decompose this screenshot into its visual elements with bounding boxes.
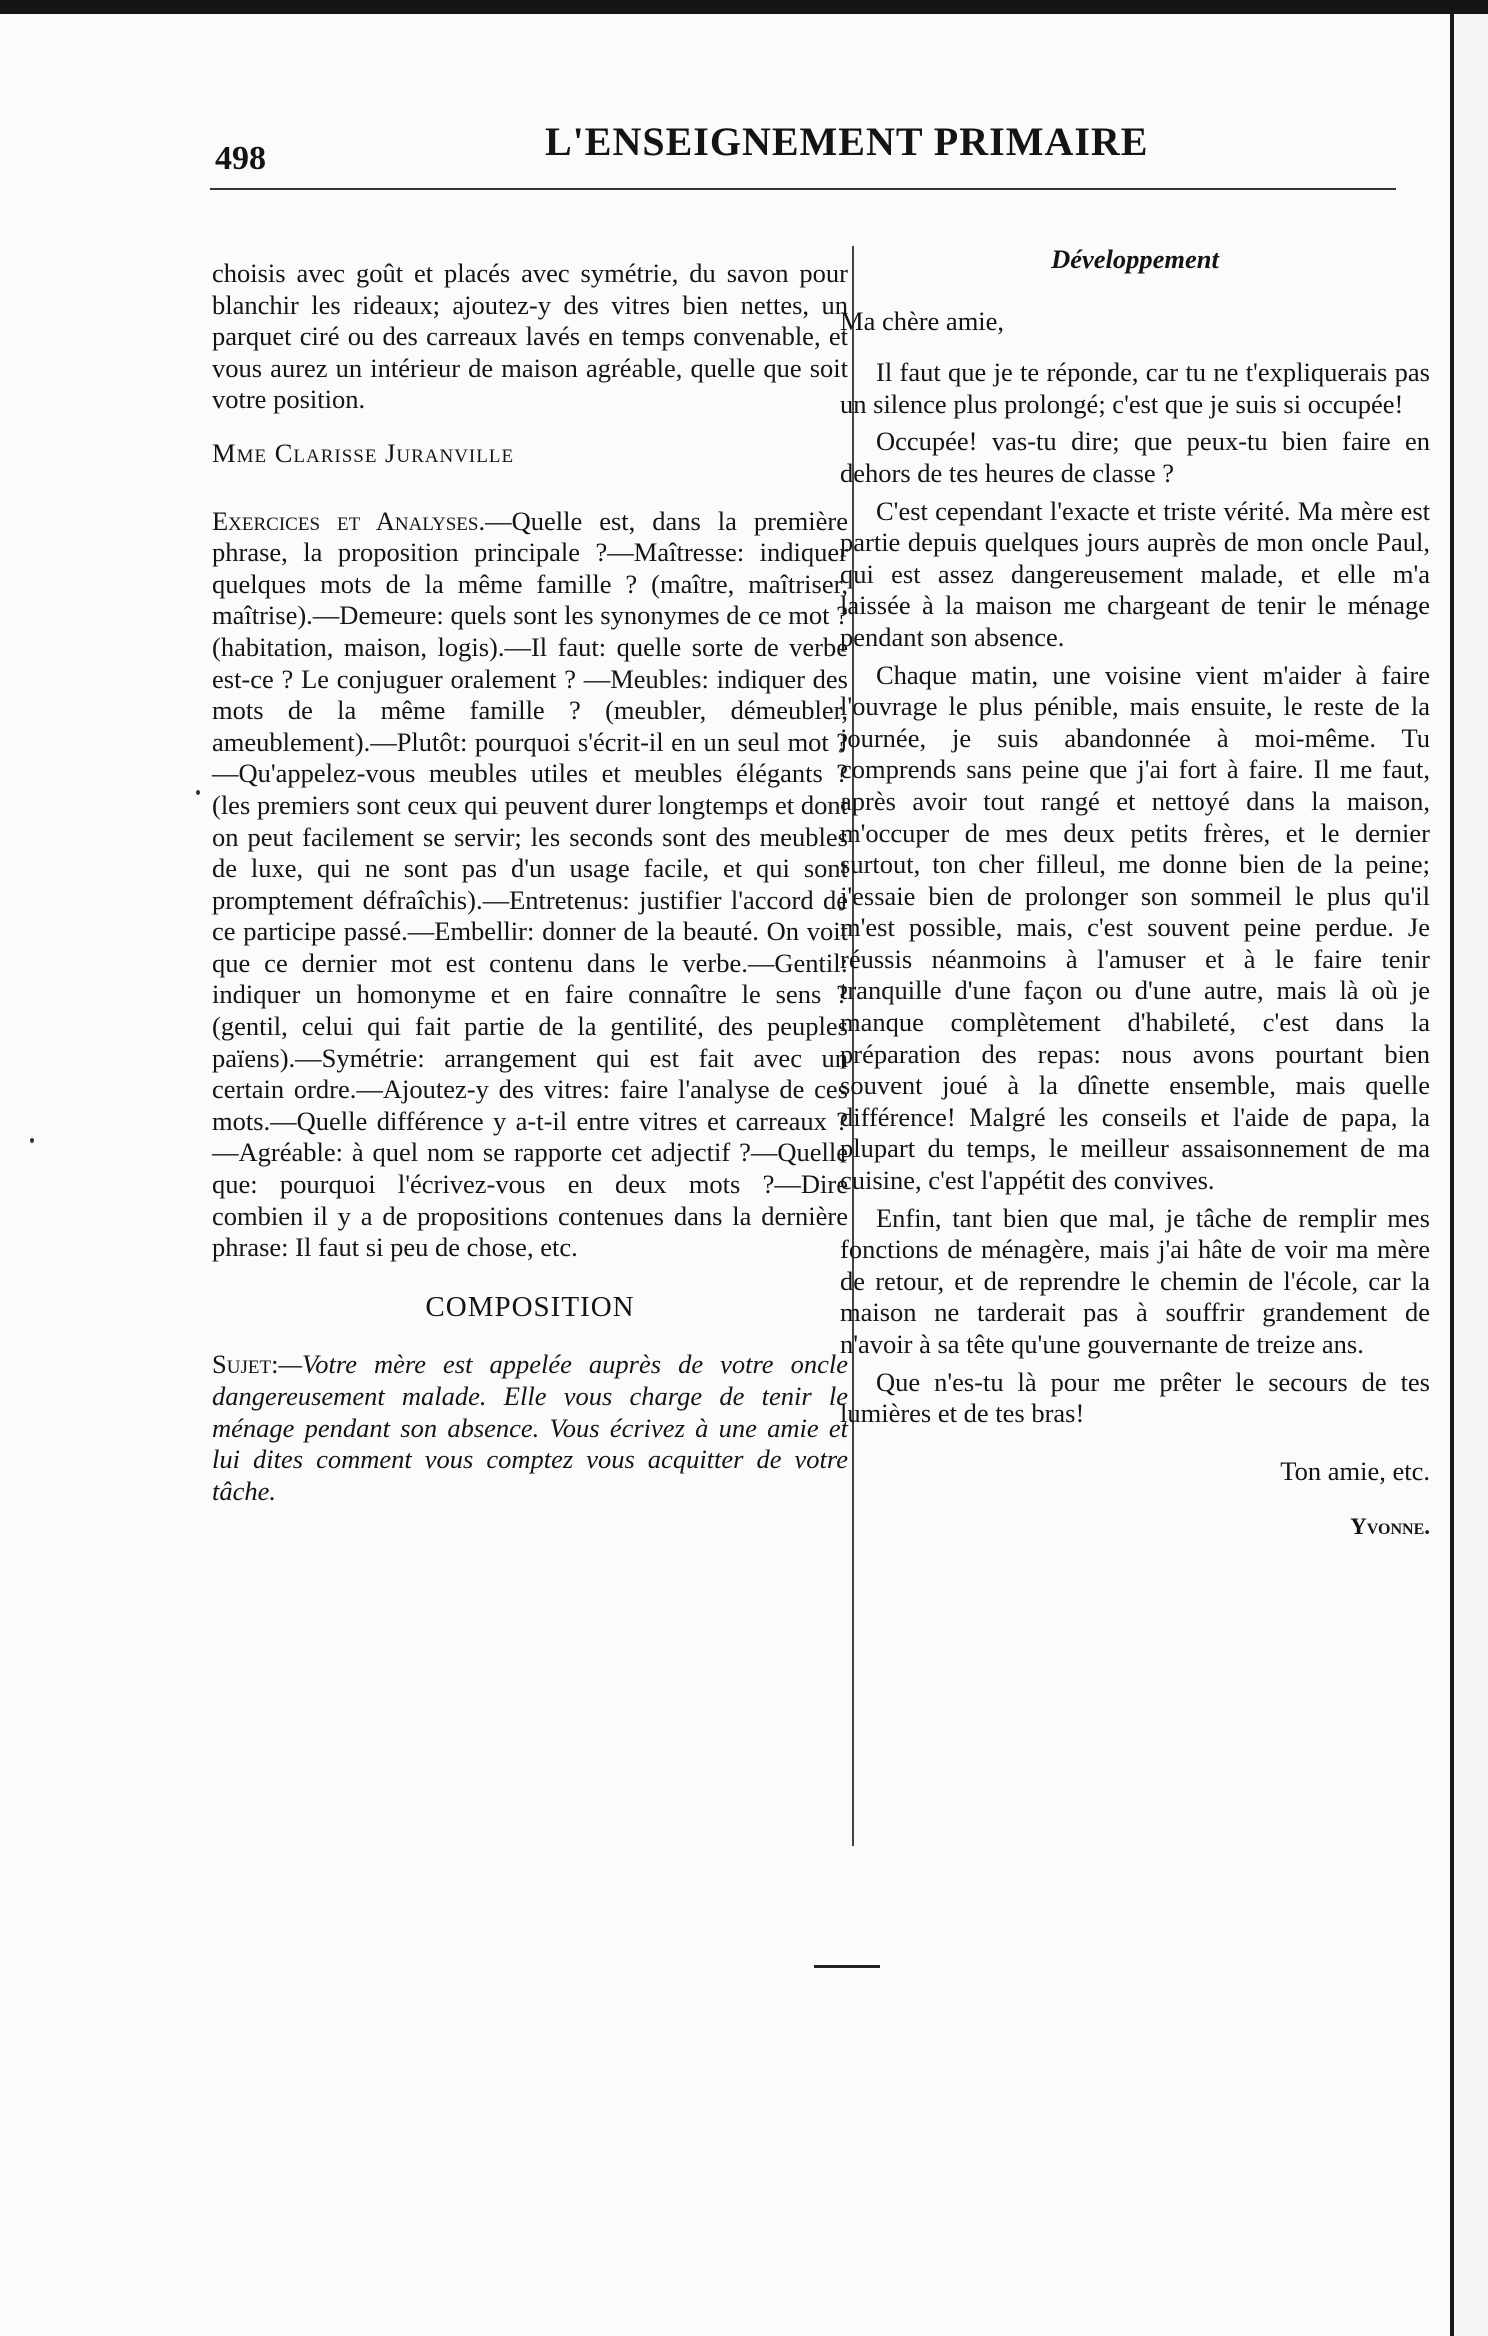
letter-paragraph: Occupée! vas-tu dire; que peux-tu bien faire en dehors de tes heures de classe ? xyxy=(840,426,1430,488)
scan-top-border xyxy=(0,0,1488,14)
running-header xyxy=(215,118,1395,178)
composition-heading: COMPOSITION xyxy=(425,1290,635,1323)
letter-closing: Ton amie, etc. xyxy=(1280,1455,1430,1486)
exercises-text: —Quelle est, dans la première phrase, la proposition principale ?—Maîtresse: indiquer quelques mots de la même famille ? (maître, maîtriser, maîtrise).—Demeure: quels sont les synonymes de ce mot ? (habitation, maison, logis).—Il faut: quelle sorte de verbe est-ce ? Le conjuguer oralement ? —Meubles: indiquer des mots de la même famille ? (meubler, démeubler, ameublement).—Plutôt: pourquoi s'écrit-il en un seul mot ?—Qu'appelez-vous meubles utiles et meubles élégants ? (les premiers sont ceux qui peuvent durer longtemps et dont on peut facilement se servir; les seconds sont des meubles de luxe, qui ne sont pas d'un usage facile, et qui sont promptement défraîchis).—Entretenus: justifier l'accord de ce participe passé.—Embellir: donner de la beauté. On voit que ce dernier mot est contenu dans le verbe.—Gentil: indiquer un homonyme et en faire connaître le sens ? (gentil, celui qui fait partie de la gentilité, des peuples païens).—Symétrie: arrangement qui est fait avec un certain ordre.—Ajoutez-y des vitres: faire l'analyse de ces mots.—Quelle différence y a-t-il entre vitres et carreaux ?—Agréable: à quel nom se rapporte cet adjectif ?—Quelle que: pourquoi l'écrivez-vous en deux mots ?—Dire combien il y a de propositions contenues dans la dernière phrase: Il faut si peu de chose, etc. xyxy=(212,505,849,1263)
letter-paragraph: Enfin, tant bien que mal, je tâche de remplir mes fonctions de ménagère, mais j'ai hâte de voir ma mère de retour, et de reprendre le chemin de l'école, car la maison ne tarderait pas à souffrir grandement de n'avoir à sa tête qu'une gouvernante de treize ans. xyxy=(840,1202,1430,1359)
end-rule xyxy=(814,1965,880,1968)
letter-paragraph: C'est cependant l'exacte et triste vérité. Ma mère est partie depuis quelques jours auprès de mon oncle Paul, qui est assez dangereusement malade, et elle m'a laissée à la maison me chargeant de tenir le ménage pendant son absence. xyxy=(840,495,1430,652)
subject-paragraph xyxy=(212,1349,848,1507)
letter-paragraph: Que n'es-tu là pour me prêter le secours de tes lumières et de tes bras! xyxy=(840,1366,1430,1429)
right-column xyxy=(840,238,1430,1543)
page-edge xyxy=(1454,0,1488,2336)
exercises-paragraph xyxy=(212,506,848,1264)
subject-text: —Votre mère est appelée auprès de votre oncle dangereusement malade. Elle vous charge de tenir le ménage pendant son absence. Vous écrivez à une amie et lui dites comment vous comptez vous acquitter de votre tâche. xyxy=(212,1349,848,1506)
intro-paragraph: choisis avec goût et placés avec symétrie, du savon pour blanchir les rideaux; ajoutez-y des vitres bien nettes, un parquet ciré ou des carreaux lavés en temps convenable, et vous aurez un intérieur de maison agréable, quelle que soit votre position. xyxy=(212,258,848,415)
development-heading: Développement xyxy=(1051,244,1219,274)
subject-label: Sujet: xyxy=(212,1349,279,1380)
header-rule xyxy=(210,188,1396,190)
scan-speck xyxy=(196,790,200,795)
scan-speck xyxy=(30,1138,34,1143)
exercises-title: Exercices et Analyses. xyxy=(212,505,486,536)
letter-greeting: Ma chère amie, xyxy=(840,305,1005,336)
letter-signature: Yvonne. xyxy=(1350,1514,1430,1540)
left-column xyxy=(212,258,848,1507)
page-number: 498 xyxy=(215,140,266,177)
letter-paragraph: Il faut que je te réponde, car tu ne t'expliquerais pas un silence plus prolongé; c'est que je suis si occupée! xyxy=(840,357,1430,419)
author-signature: Mme Clarisse Juranville xyxy=(212,437,515,468)
letter-paragraph: Chaque matin, une voisine vient m'aider à faire l'ouvrage le plus pénible, mais ensuite, le reste de la journée, je suis abandonnée à moi-même. Tu comprends sans peine que j'ai fort à faire. Il me faut, après avoir tout rangé et nettoyé dans la maison, m'occuper de mes deux petits frères, et le dernier surtout, ton cher filleul, me donne bien de la peine; j'essaie bien de prolonger son sommeil le plus qu'il m'est possible, mais, c'est souvent peine perdue. Je réussis néanmoins à l'amuser et à le faire tenir tranquille d'une façon ou d'une autre, mais là où je manque complètement d'habileté, c'est dans la préparation des repas: nous avons pourtant bien souvent joué à la dînette ensemble, mais quelle différence! Malgré les conseils et l'aide de papa, la plupart du temps, le meilleur assaisonnement de ma cuisine, c'est l'appétit des convives. xyxy=(840,659,1430,1196)
journal-title: L'ENSEIGNEMENT PRIMAIRE xyxy=(545,119,1149,164)
